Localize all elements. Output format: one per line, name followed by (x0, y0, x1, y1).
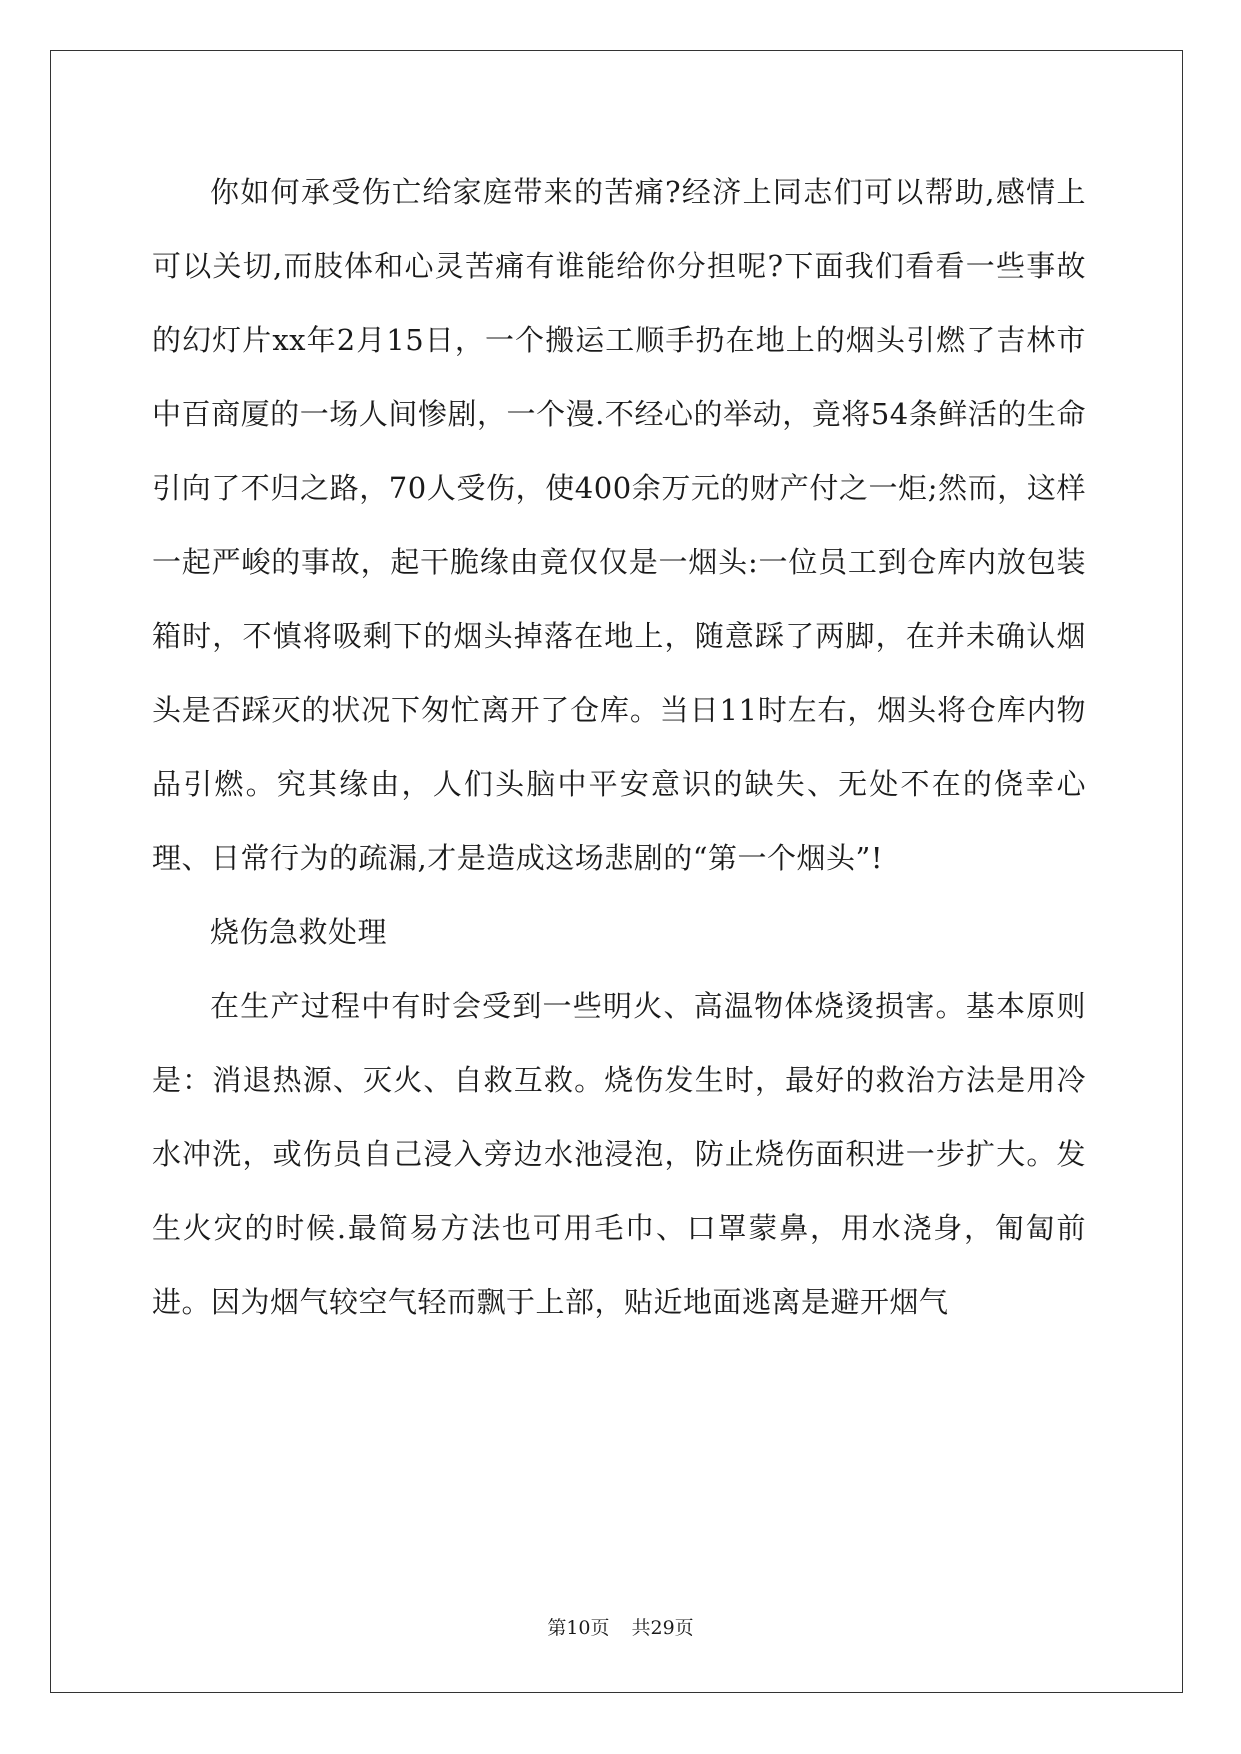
document-body (152, 155, 1086, 1339)
page-total: 共29页 (631, 1617, 694, 1639)
page-footer (0, 1613, 1241, 1640)
paragraph-burn-treatment: 在生产过程中有时会受到一些明火、高温物体烧烫损害。基本原则是：消退热源、灭火、自救互救。烧伤发生时，最好的救治方法是用冷水冲洗，或伤员自己浸入旁边水池浸泡，防止烧伤面积进一步扩大。发生火灾的时候.最简易方法也可用毛巾、口罩蒙鼻，用水浇身，匍匐前进。因为烟气较空气轻而飘于上部，贴近地面逃离是避开烟气 (152, 989, 1086, 1319)
section-heading-burn-first-aid: 烧伤急救处理 (210, 915, 388, 949)
paragraph-fire-incident: 你如何承受伤亡给家庭带来的苦痛?经济上同志们可以帮助,感情上可以关切,而肢体和心灵苦痛有谁能给你分担呢?下面我们看看一些事故的幻灯片xx年2月15日，一个搬运工顺手扔在地上的烟头引燃了吉林市中百商厦的一场人间惨剧，一个漫.不经心的举动，竟将54条鲜活的生命引向了不归之路，70人受伤，使400余万元的财产付之一炬;然而，这样一起严峻的事故，起干脆缘由竟仅仅是一烟头:一位员工到仓库内放包装箱时，不慎将吸剩下的烟头掉落在地上，随意踩了两脚，在并未确认烟头是否踩灭的状况下匆忙离开了仓库。当日11时左右，烟头将仓库内物品引燃。究其缘由，人们头脑中平安意识的缺失、无处不在的侥幸心理、日常行为的疏漏,才是造成这场悲剧的“第一个烟头”! (152, 175, 1086, 875)
page-number: 第10页 (547, 1617, 610, 1639)
